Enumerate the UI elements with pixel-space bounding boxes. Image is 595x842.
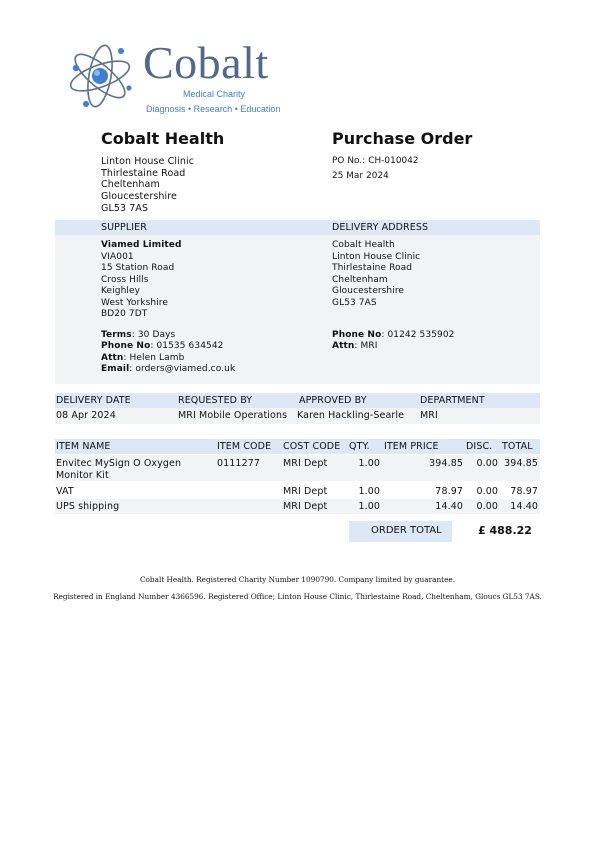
details-department: MRI	[420, 410, 438, 421]
order-total-label: ORDER TOTAL	[371, 525, 442, 536]
footer-line-2: Registered in England Number 4366596. Registered Office; Linton House Clinic, Thirlestaine Road, Cheltenham, Gloucs GL53 7AS.	[53, 592, 542, 601]
details-header-department: DEPARTMENT	[420, 395, 485, 406]
item-cost-code: MRI Dept	[283, 486, 328, 497]
po-details	[332, 156, 419, 182]
details-approved-by: Karen Hackling-Searle	[297, 410, 405, 421]
details-requested-by: MRI Mobile Operations	[178, 410, 288, 421]
delivery-address-line: GL53 7AS	[332, 297, 377, 308]
supplier-address-line: Cross Hills	[101, 274, 149, 285]
item-cost-code: MRI Dept	[283, 501, 328, 512]
logo-subtitle: Medical Charity	[183, 89, 246, 99]
items-header-total: TOTAL	[502, 441, 533, 452]
supplier-address-line: 15 Station Road	[101, 263, 175, 273]
delivery-attn: Attn: MRI	[332, 341, 378, 351]
supplier-phone: Phone No: 01535 634542	[101, 341, 224, 351]
address-line: Gloucestershire	[101, 191, 177, 203]
delivery-address-line: Cheltenham	[332, 274, 388, 285]
item-cost-code: MRI Dept	[283, 458, 328, 469]
details-header-delivery-date: DELIVERY DATE	[56, 395, 131, 406]
footer-line-1: Cobalt Health. Registered Charity Number 1090790. Company limited by guarantee.	[139, 575, 456, 584]
supplier-attn: Attn: Helen Lamb	[101, 352, 185, 363]
address-line: GL53 7AS	[101, 202, 149, 214]
supplier-address-line: VIA001	[101, 251, 134, 262]
item-qty: 1.00	[358, 486, 380, 497]
item-name: VAT	[56, 486, 74, 497]
item-disc: 0.00	[476, 486, 498, 497]
supplier-address-line: West Yorkshire	[101, 297, 169, 308]
details-header-approved-by: APPROVED BY	[299, 395, 367, 406]
item-total: 78.97	[510, 486, 538, 497]
item-code: 0111277	[217, 458, 261, 469]
cobalt-atom-logo-icon	[66, 38, 146, 120]
address-line: Linton House Clinic	[101, 156, 195, 167]
item-disc: 0.00	[476, 458, 498, 469]
item-total: 394.85	[504, 458, 538, 469]
items-header-qty: QTY.	[349, 441, 370, 452]
supplier-address-line: Keighley	[101, 286, 141, 296]
logo-tagline: Diagnosis • Research • Education	[146, 104, 281, 114]
supplier-email: Email: orders@viamed.co.uk	[101, 364, 236, 374]
document-title: Purchase Order	[332, 129, 473, 148]
items-header-price: ITEM PRICE	[384, 441, 439, 452]
item-name: Envitec MySign O Oxygen Monitor Kit	[56, 458, 182, 481]
details-delivery-date: 08 Apr 2024	[56, 410, 116, 421]
supplier-address-line: BD20 7DT	[101, 309, 148, 319]
items-header-disc: DISC.	[466, 441, 493, 452]
item-disc: 0.00	[476, 501, 498, 512]
supplier-block	[101, 240, 235, 376]
delivery-block	[332, 240, 455, 353]
item-total: 14.40	[510, 501, 538, 512]
delivery-phone: Phone No: 01242 535902	[332, 329, 455, 340]
items-header-code: ITEM CODE	[217, 441, 272, 452]
item-price: 78.97	[435, 486, 463, 497]
supplier-name: Viamed Limited	[101, 240, 182, 250]
address-line: Cheltenham	[101, 179, 160, 191]
company-address	[101, 156, 194, 215]
logo-wordmark: Cobalt	[143, 37, 269, 88]
item-qty: 1.00	[358, 501, 380, 512]
delivery-address-line: Cobalt Health	[332, 240, 395, 250]
supplier-heading: SUPPLIER	[101, 222, 147, 233]
items-header-name: ITEM NAME	[56, 441, 111, 452]
po-label: PO No.:	[332, 156, 366, 166]
items-header-cost-code: COST CODE	[283, 441, 341, 452]
delivery-address-line: Linton House Clinic	[332, 251, 421, 262]
delivery-address-line: Gloucestershire	[332, 286, 405, 296]
po-date: 25 Mar 2024	[332, 170, 389, 181]
po-number: CH-010042	[368, 156, 419, 166]
company-name-heading: Cobalt Health	[101, 129, 225, 148]
delivery-heading: DELIVERY ADDRESS	[332, 222, 429, 233]
item-price: 14.40	[435, 501, 463, 512]
address-line: Thirlestaine Road	[101, 167, 186, 179]
item-price: 394.85	[429, 458, 463, 469]
details-header-requested-by: REQUESTED BY	[178, 395, 253, 406]
item-qty: 1.00	[358, 458, 380, 469]
delivery-address-line: Thirlestaine Road	[332, 263, 413, 273]
supplier-terms: Terms: 30 Days	[101, 329, 176, 340]
order-total-value: £ 488.22	[478, 524, 532, 537]
item-name: UPS shipping	[56, 501, 120, 512]
